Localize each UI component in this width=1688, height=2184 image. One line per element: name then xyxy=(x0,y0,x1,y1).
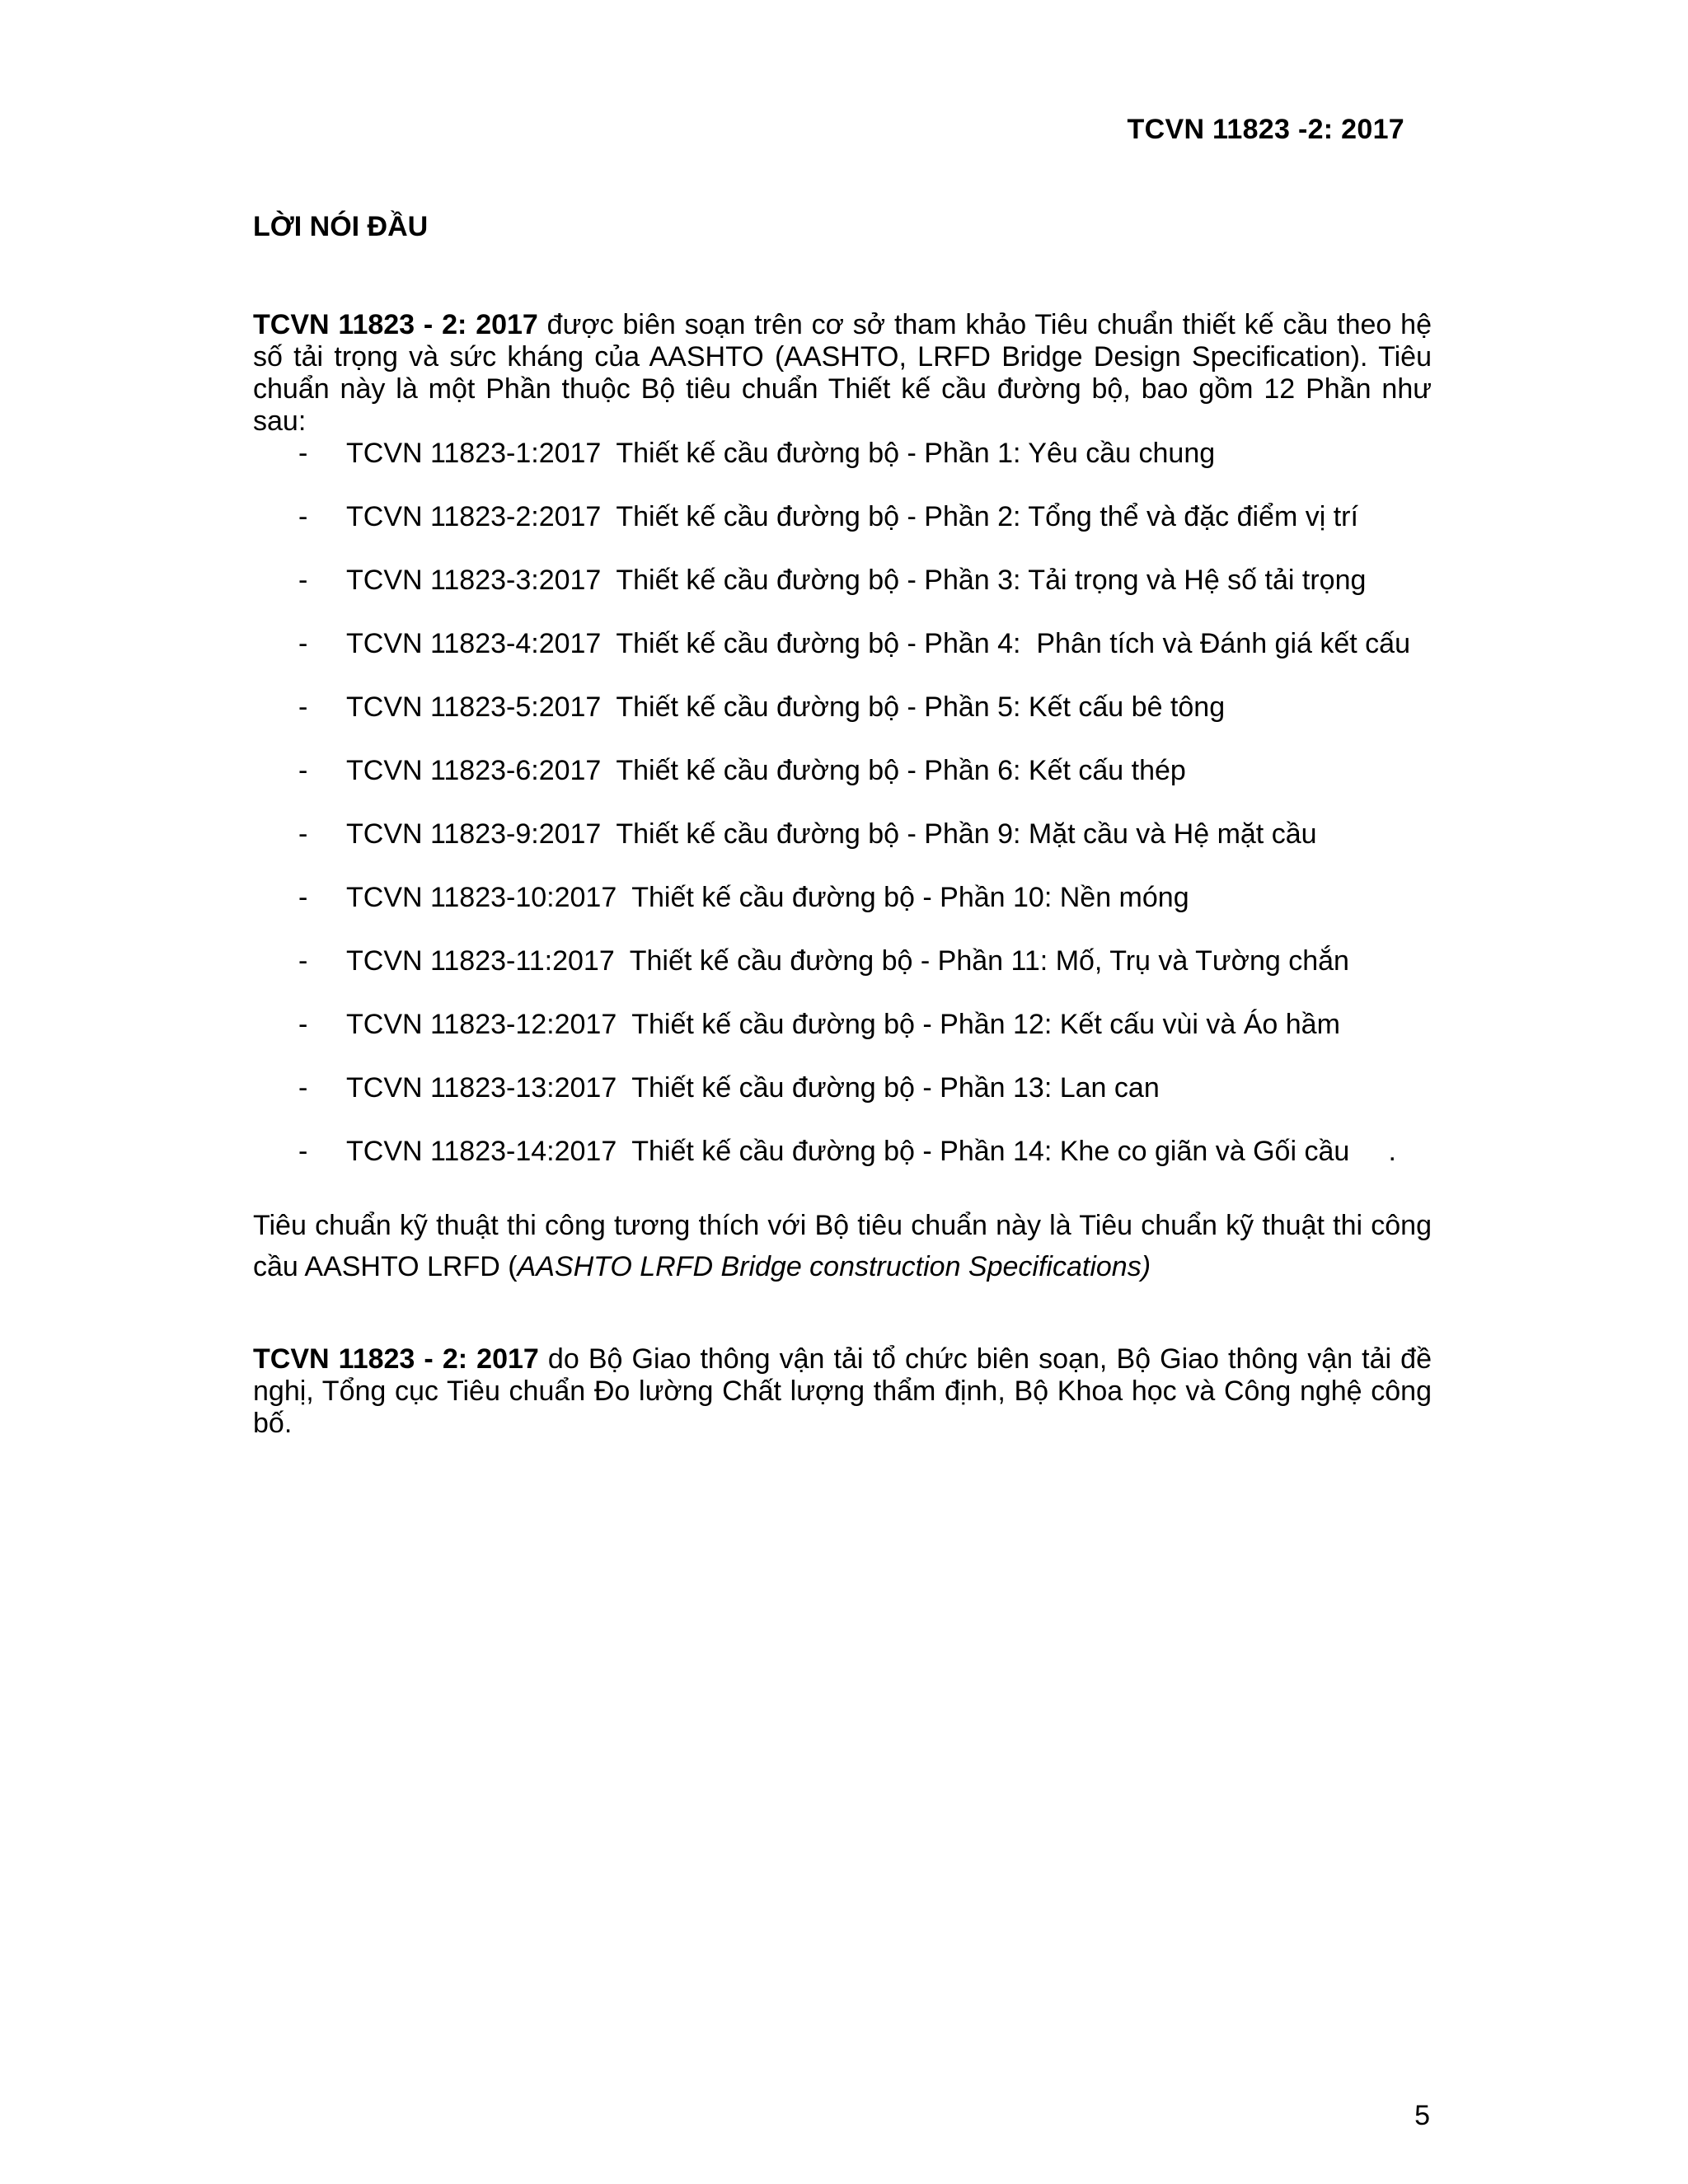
list-dash: - xyxy=(298,1136,308,1167)
list-entry xyxy=(346,564,1366,597)
part-code: TCVN 11823-6:2017 xyxy=(346,755,602,786)
list-dash: - xyxy=(298,818,308,850)
part-code: TCVN 11823-13:2017 xyxy=(346,1072,617,1104)
compatibility-text: Tiêu chuẩn kỹ thuật thi công tương thích với Bộ tiêu chuẩn này là Tiêu chuẩn kỹ thuật thi công cầu AASHTO LRFD ( xyxy=(253,1210,1432,1282)
list-entry xyxy=(346,1071,1160,1104)
list-item xyxy=(253,1008,1456,1071)
list-dash: - xyxy=(298,628,308,659)
issuance-paragraph xyxy=(253,1343,1432,1440)
part-title: Thiết kế cầu đường bộ - Phần 12: Kết cấu vùi và Áo hầm xyxy=(631,1009,1340,1040)
part-title: Thiết kế cầu đường bộ - Phần 6: Kết cấu thép xyxy=(616,755,1186,786)
part-title: Thiết kế cầu đường bộ - Phần 3: Tải trọng và Hệ số tải trọng xyxy=(616,565,1367,596)
list-item xyxy=(253,500,1456,564)
list-item xyxy=(253,1135,1456,1198)
list-entry xyxy=(346,627,1410,660)
list-dash: - xyxy=(298,945,308,977)
part-title: Thiết kế cầu đường bộ - Phần 14: Khe co giãn và Gối cầu . xyxy=(631,1136,1396,1167)
list-item xyxy=(253,818,1456,881)
list-item xyxy=(253,691,1456,754)
part-title: Thiết kế cầu đường bộ - Phần 2: Tổng thể và đặc điểm vị trí xyxy=(616,501,1358,532)
intro-standard-code: TCVN 11823 - 2: 2017 xyxy=(253,309,538,340)
list-item xyxy=(253,564,1456,627)
list-dash: - xyxy=(298,1009,308,1040)
part-code: TCVN 11823-1:2017 xyxy=(346,438,602,469)
list-entry xyxy=(346,437,1215,470)
part-code: TCVN 11823-4:2017 xyxy=(346,628,602,659)
list-item xyxy=(253,627,1456,691)
part-title: Thiết kế cầu đường bộ - Phần 5: Kết cấu bê tông xyxy=(616,691,1226,723)
list-dash: - xyxy=(298,501,308,532)
list-entry xyxy=(346,1008,1340,1041)
issuance-standard-code: TCVN 11823 - 2: 2017 xyxy=(253,1343,539,1375)
part-title: Thiết kế cầu đường bộ - Phần 11: Mố, Trụ và Tường chắn xyxy=(629,945,1349,977)
part-code: TCVN 11823-10:2017 xyxy=(346,882,617,913)
list-entry xyxy=(346,1135,1396,1168)
part-code: TCVN 11823-2:2017 xyxy=(346,501,602,532)
part-title: Thiết kế cầu đường bộ - Phần 9: Mặt cầu và Hệ mặt cầu xyxy=(616,818,1317,850)
list-item xyxy=(253,1071,1456,1135)
list-dash: - xyxy=(298,438,308,469)
list-item xyxy=(253,437,1456,500)
compatibility-paragraph xyxy=(253,1205,1432,1287)
compatibility-italic: AASHTO LRFD Bridge construction Specifications) xyxy=(517,1251,1151,1282)
list-entry xyxy=(346,881,1189,914)
list-dash: - xyxy=(298,691,308,723)
list-entry xyxy=(346,691,1225,724)
list-dash: - xyxy=(298,1072,308,1104)
part-code: TCVN 11823-9:2017 xyxy=(346,818,602,850)
document-code-header: TCVN 11823 -2: 2017 xyxy=(1127,114,1404,145)
list-dash: - xyxy=(298,565,308,596)
page-title: LỜI NÓI ĐẦU xyxy=(253,211,429,242)
part-code: TCVN 11823-3:2017 xyxy=(346,565,602,596)
part-code: TCVN 11823-5:2017 xyxy=(346,691,602,723)
part-title: Thiết kế cầu đường bộ - Phần 4: Phân tích và Đánh giá kết cấu xyxy=(616,628,1410,659)
part-code: TCVN 11823-12:2017 xyxy=(346,1009,617,1040)
issuance-text: do Bộ Giao thông vận tải tổ chức biên soạn, Bộ Giao thông vận tải đề nghị, Tổng cục Tiêu chuẩn Đo lường Chất lượng thẩm định, Bộ Khoa học và Công nghệ công bố. xyxy=(253,1343,1432,1439)
list-dash: - xyxy=(298,755,308,786)
part-title: Thiết kế cầu đường bộ - Phần 1: Yêu cầu chung xyxy=(616,438,1216,469)
intro-text: được biên soạn trên cơ sở tham khảo Tiêu chuẩn thiết kế cầu theo hệ số tải trọng và sức kháng của AASHTO (AASHTO, LRFD Bridge Design Specification). Tiêu chuẩn này là một Phần thuộc Bộ tiêu chuẩn Thiết kế cầu đường bộ, bao gồm 12 Phần như sau: xyxy=(253,309,1432,437)
list-item xyxy=(253,944,1456,1008)
intro-paragraph xyxy=(253,309,1432,438)
list-item xyxy=(253,754,1456,818)
list-entry xyxy=(346,754,1186,787)
page-number: 5 xyxy=(1414,2100,1430,2131)
list-dash: - xyxy=(298,882,308,913)
parts-list xyxy=(253,437,1456,1198)
list-entry xyxy=(346,944,1349,977)
part-title: Thiết kế cầu đường bộ - Phần 13: Lan can xyxy=(631,1072,1160,1104)
part-code: TCVN 11823-11:2017 xyxy=(346,945,615,977)
list-entry xyxy=(346,500,1358,533)
list-item xyxy=(253,881,1456,944)
part-title: Thiết kế cầu đường bộ - Phần 10: Nền móng xyxy=(631,882,1189,913)
list-entry xyxy=(346,818,1317,851)
part-code: TCVN 11823-14:2017 xyxy=(346,1136,617,1167)
